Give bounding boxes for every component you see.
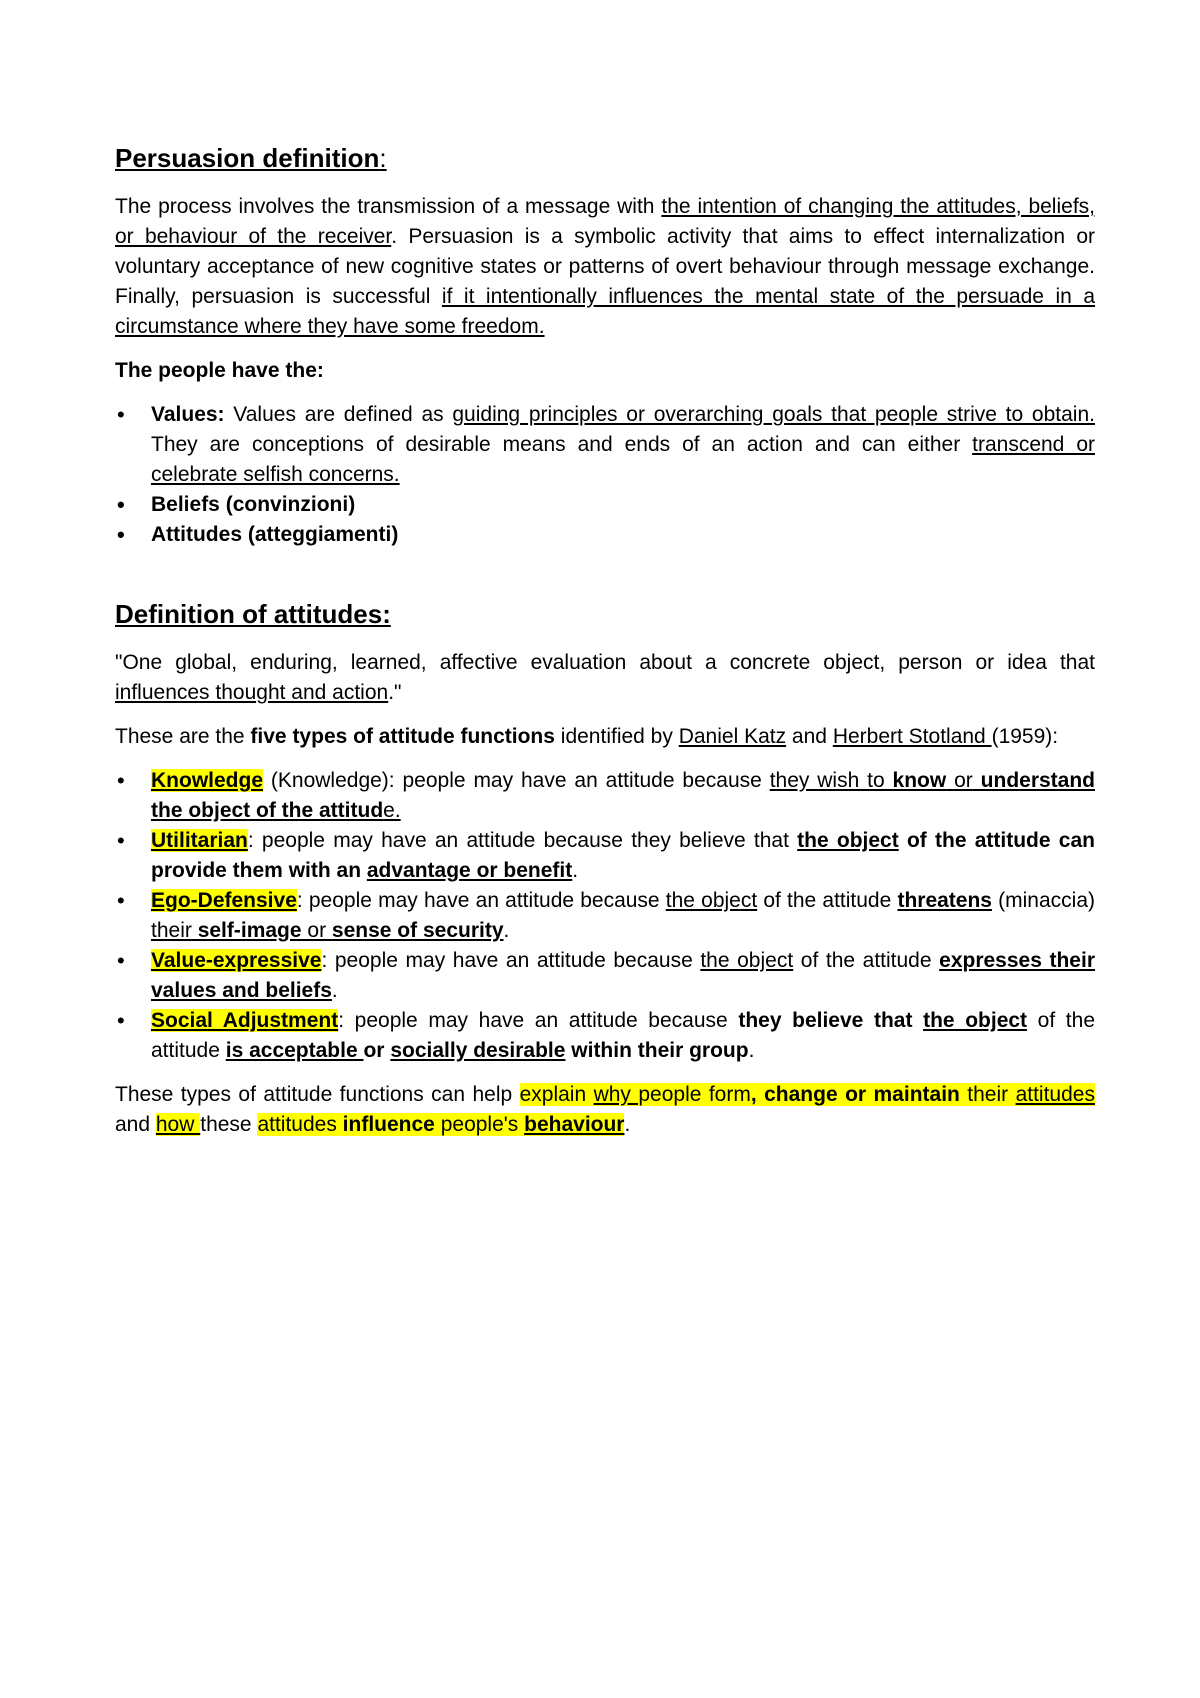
list-item-ego-defensive: • Ego-Defensive: people may have an attitude because the object of the attitude threatens (minaccia) their self-image or sense of security. — [115, 886, 1095, 946]
heading-definition-of-attitudes: Definition of attitudes: — [115, 599, 391, 629]
people-have-list — [115, 400, 1095, 550]
list-item-value-expressive: • Value-expressive: people may have an attitude because the object of the attitude expresses their values and beliefs. — [115, 946, 1095, 1006]
closing-paragraph: These types of attitude functions can help explain why people form, change or maintain their attitudes and how these attitudes influence people's behaviour. — [115, 1083, 1095, 1136]
list-item-attitudes: • Attitudes (atteggiamenti) — [115, 520, 1095, 550]
document-body — [115, 142, 1095, 1154]
heading-persuasion-definition: Persuasion definition: — [115, 143, 387, 173]
persuasion-paragraph: The process involves the transmission of a message with the intention of changing the attitudes, beliefs, or behaviour of the receiver. Persuasion is a symbolic activity that aims to effect internalization or voluntary acceptance of new cognitive states or patterns of overt behaviour through message exchange. Finally, persuasion is successful if it intentionally influences the mental state of the persuade in a circumstance where they have some freedom. — [115, 195, 1095, 338]
attitude-functions-list — [115, 766, 1095, 1066]
list-item-social-adjustment: • Social Adjustment: people may have an attitude because they believe that the object of the attitude is acceptable or socially desirable within their group. — [115, 1006, 1095, 1066]
list-item-knowledge: • Knowledge (Knowledge): people may have an attitude because they wish to know or understand the object of the attitude. — [115, 766, 1095, 826]
list-item-beliefs: • Beliefs (convinzioni) — [115, 490, 1095, 520]
list-item-values: • Values: Values are defined as guiding principles or overarching goals that people strive to obtain. They are conceptions of desirable means and ends of an action and can either transcend or celebrate selfish concerns. — [115, 400, 1095, 490]
list-item-utilitarian: • Utilitarian: people may have an attitude because they believe that the object of the attitude can provide them with an advantage or benefit. — [115, 826, 1095, 886]
people-have-subheading: The people have the: — [115, 359, 324, 382]
attitude-definition-quote: "One global, enduring, learned, affective evaluation about a concrete object, person or idea that influences thought and action." — [115, 651, 1095, 704]
attitude-functions-intro: These are the five types of attitude functions identified by Daniel Katz and Herbert Stotland (1959): — [115, 725, 1059, 748]
